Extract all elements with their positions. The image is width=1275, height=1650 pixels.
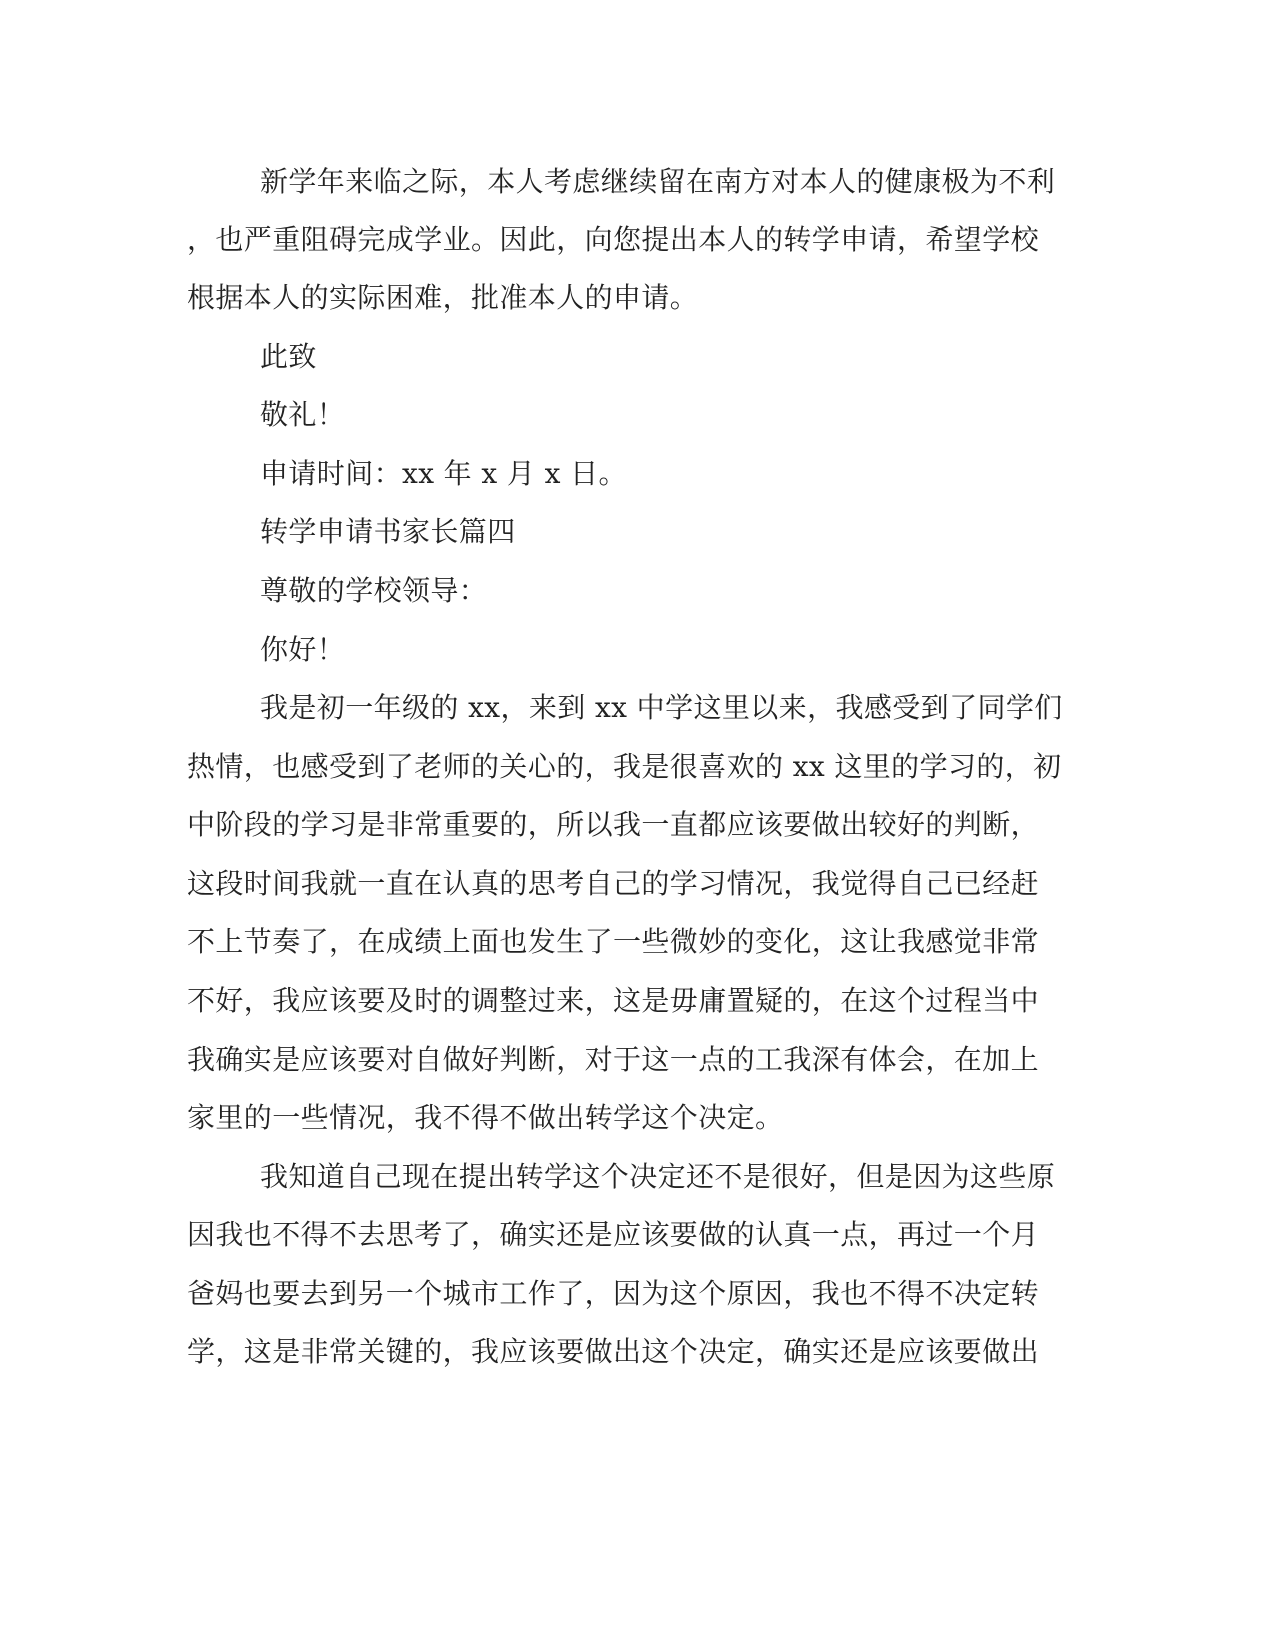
paragraph-line: 新学年来临之际，本人考虑继续留在南方对本人的健康极为不利 — [260, 165, 1056, 198]
paragraph-line: 学，这是非常关键的，我应该要做出这个决定，确实还是应该要做出 — [187, 1335, 1040, 1368]
paragraph-line: 我是初一年级的 xx，来到 xx 中学这里以来，我感受到了同学们 — [260, 691, 1063, 724]
paragraph-line: 因我也不得不去思考了，确实还是应该要做的认真一点，再过一个月 — [187, 1218, 1040, 1251]
paragraph-line: 不好，我应该要及时的调整过来，这是毋庸置疑的，在这个过程当中 — [187, 984, 1040, 1017]
paragraph-line: 热情，也感受到了老师的关心的，我是很喜欢的 xx 这里的学习的，初 — [187, 750, 1062, 783]
letter-recipient: 尊敬的学校领导： — [260, 574, 488, 607]
section-heading: 转学申请书家长篇四 — [260, 515, 516, 548]
greeting: 你好！ — [260, 633, 346, 666]
paragraph-line: 根据本人的实际困难，批准本人的申请。 — [187, 281, 699, 314]
salutation-closing: 敬礼！ — [260, 398, 346, 431]
paragraph-line: 我确实是应该要对自做好判断，对于这一点的工我深有体会，在加上 — [187, 1043, 1040, 1076]
paragraph-line: 家里的一些情况，我不得不做出转学这个决定。 — [187, 1101, 784, 1134]
paragraph-line: ，也严重阻碍完成学业。因此，向您提出本人的转学申请，希望学校 — [187, 223, 1040, 256]
paragraph-line: 中阶段的学习是非常重要的，所以我一直都应该要做出较好的判断， — [187, 808, 1040, 841]
paragraph-line: 我知道自己现在提出转学这个决定还不是很好，但是因为这些原 — [260, 1160, 1056, 1193]
closing-phrase: 此致 — [260, 340, 317, 373]
paragraph-line: 这段时间我就一直在认真的思考自己的学习情况，我觉得自己已经赶 — [187, 867, 1040, 900]
application-date: 申请时间：xx 年 x 月 x 日。 — [260, 457, 627, 490]
paragraph-line: 不上节奏了，在成绩上面也发生了一些微妙的变化，这让我感觉非常 — [187, 925, 1040, 958]
paragraph-line: 爸妈也要去到另一个城市工作了，因为这个原因，我也不得不决定转 — [187, 1277, 1040, 1310]
